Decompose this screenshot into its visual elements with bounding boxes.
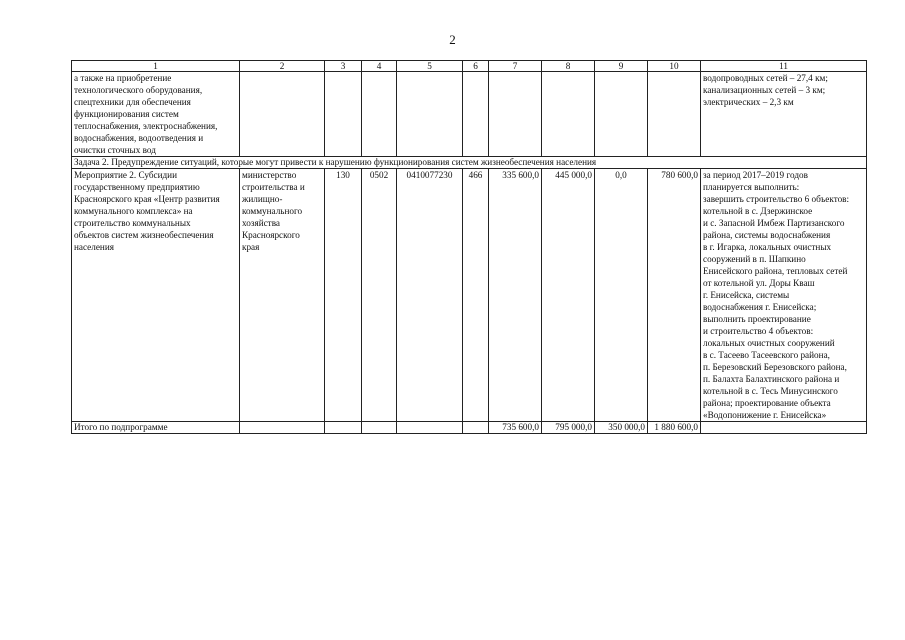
header-row [72, 61, 867, 72]
text-line: г. Енисейска, системы [703, 290, 790, 300]
header-cell: 9 [595, 61, 648, 72]
task2-heading: Задача 2. Предупреждение ситуаций, которые могут привести к нарушению функционирования систем жизнеобеспечения населения [72, 157, 867, 169]
csr-code: 0410077230 [397, 169, 463, 422]
text-line: очистки сточных вод [74, 145, 156, 155]
header-cell: 1 [72, 61, 240, 72]
text-line: и с. Запасной Имбеж Партизанского [703, 218, 845, 228]
total-label: Итого по подпрограмме [72, 422, 240, 434]
continuation-row [72, 72, 867, 157]
header-cell: 7 [489, 61, 542, 72]
text-line: электрических – 2,3 км [703, 97, 794, 107]
empty-cell [542, 72, 595, 157]
text-line: коммунального [242, 206, 303, 216]
text-line: технологического оборудования, [74, 85, 203, 95]
header-cell: 6 [463, 61, 489, 72]
text-line: теплоснабжения, электроснабжения, [74, 121, 218, 131]
text-line: в с. Тасеево Тасеевского района, [703, 350, 830, 360]
text-line: сооружений в п. Шапкино [703, 254, 806, 264]
empty-cell [240, 422, 325, 434]
text-line: за период 2017–2019 годов [703, 170, 808, 180]
text-line: спецтехники для обеспечения [74, 97, 191, 107]
header-cell: 11 [701, 61, 867, 72]
text-line: жилищно- [242, 194, 283, 204]
total-2018: 795 000,0 [542, 422, 595, 434]
empty-cell [240, 72, 325, 157]
text-line: населения [74, 242, 114, 252]
text-line: завершить строительство 6 объектов: [703, 194, 850, 204]
text-line: Красноярского края «Центр развития [74, 194, 220, 204]
empty-cell [489, 72, 542, 157]
header-cell: 2 [240, 61, 325, 72]
text-line: в г. Игарка, локальных очистных [703, 242, 832, 252]
header-cell: 4 [362, 61, 397, 72]
text-line: п. Балахта Балахтинского района и [703, 374, 840, 384]
text-line: выполнить проектирование [703, 314, 811, 324]
text-line: и строительство 4 объектов: [703, 326, 814, 336]
total-row [72, 422, 867, 434]
text-line: Енисейского района, тепловых сетей [703, 266, 848, 276]
text-line: «Водопонижение г. Енисейска» [703, 410, 827, 420]
text-line: объектов систем жизнеобеспечения [74, 230, 214, 240]
amount-2018: 445 000,0 [542, 169, 595, 422]
rzpr-code: 0502 [362, 169, 397, 422]
empty-cell [595, 72, 648, 157]
text-line: Мероприятие 2. Субсидии [74, 170, 178, 180]
grbs-code: 130 [325, 169, 362, 422]
text-line: Красноярского [242, 230, 300, 240]
measure1-result-continued [701, 72, 867, 157]
page-number: 2 [449, 32, 456, 47]
empty-cell [648, 72, 701, 157]
empty-cell [325, 72, 362, 157]
header-cell: 5 [397, 61, 463, 72]
text-line: государственному предприятию [74, 182, 200, 192]
empty-cell [397, 72, 463, 157]
total-2019: 350 000,0 [595, 422, 648, 434]
header-cell: 10 [648, 61, 701, 72]
amount-2017: 335 600,0 [489, 169, 542, 422]
empty-cell [362, 72, 397, 157]
empty-cell [397, 422, 463, 434]
text-line: п. Березовский Березовского района, [703, 362, 847, 372]
measure2-result [701, 169, 867, 422]
empty-cell [325, 422, 362, 434]
measure1-name-continued [72, 72, 240, 157]
empty-cell [701, 422, 867, 434]
amount-total: 780 600,0 [648, 169, 701, 422]
task-row [72, 157, 867, 169]
total-all: 1 880 600,0 [648, 422, 701, 434]
text-line: водоснабжения г. Енисейска; [703, 302, 817, 312]
header-cell: 8 [542, 61, 595, 72]
measure2-executor [240, 169, 325, 422]
text-line: района; проектирование объекта [703, 398, 831, 408]
measure-row [72, 169, 867, 422]
amount-2019: 0,0 [595, 169, 648, 422]
vr-code: 466 [463, 169, 489, 422]
text-line: а также на приобретение [74, 73, 172, 83]
text-line: края [242, 242, 260, 252]
text-line: строительства и [242, 182, 305, 192]
program-table [71, 60, 867, 434]
empty-cell [362, 422, 397, 434]
text-line: функционирования систем [74, 109, 179, 119]
text-line: водопроводных сетей – 27,4 км; [703, 73, 828, 83]
header-cell: 3 [325, 61, 362, 72]
empty-cell [463, 422, 489, 434]
text-line: хозяйства [242, 218, 280, 228]
text-line: планируется выполнить: [703, 182, 800, 192]
text-line: строительство коммунальных [74, 218, 191, 228]
text-line: министерство [242, 170, 297, 180]
empty-cell [463, 72, 489, 157]
text-line: канализационных сетей – 3 км; [703, 85, 826, 95]
text-line: котельной в с. Дзержинское [703, 206, 813, 216]
text-line: коммунального комплекса» на [74, 206, 193, 216]
text-line: района, системы водоснабжения [703, 230, 831, 240]
total-2017: 735 600,0 [489, 422, 542, 434]
text-line: от котельной ул. Доры Кваш [703, 278, 815, 288]
text-line: котельной в с. Тесь Минусинского [703, 386, 838, 396]
measure2-name [72, 169, 240, 422]
text-line: локальных очистных сооружений [703, 338, 835, 348]
text-line: водоснабжения, водоотведения и [74, 133, 204, 143]
